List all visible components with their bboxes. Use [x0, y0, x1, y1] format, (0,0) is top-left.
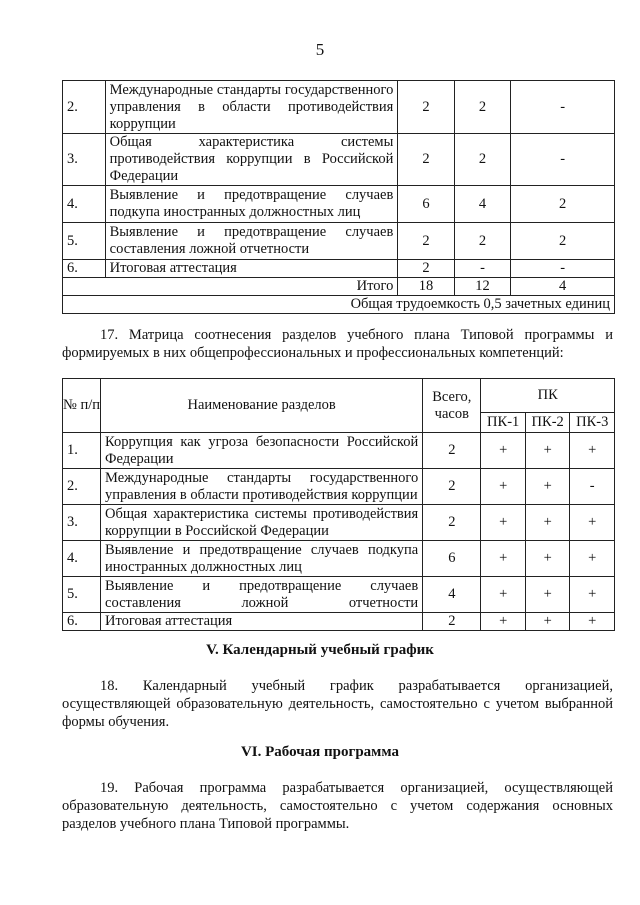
cell-hours-contact: 4 — [454, 186, 510, 223]
section-name: Международные стандарты государственного управления в области противодействия коррупции — [105, 81, 398, 134]
cell-hours-extra: 2 — [511, 223, 615, 260]
cell-hours-total: 2 — [398, 260, 454, 278]
row-number: 2. — [63, 469, 101, 505]
section-name: Выявление и предотвращение случаев составления ложной отчетности — [101, 577, 423, 613]
paragraph-18: 18. Календарный учебный график разрабатывается организацией, осуществляющей образовательную деятельность, самостоятельно с учетом выбранной формы обучения. — [62, 678, 613, 730]
section-6-heading: VI. Рабочая программа — [240, 744, 400, 760]
table-row — [63, 541, 615, 577]
table-row — [63, 433, 615, 469]
table-row — [63, 469, 615, 505]
cell-pk-3: + — [570, 577, 615, 613]
row-number: 3. — [63, 134, 106, 186]
cell-pk-1: + — [481, 613, 526, 631]
table-row — [63, 186, 615, 223]
cell-hours-extra: - — [511, 134, 615, 186]
header-pk-2: ПК-2 — [525, 413, 570, 433]
table-row — [63, 260, 615, 278]
row-number: 4. — [63, 186, 106, 223]
cell-hours-contact: 2 — [454, 134, 510, 186]
cell-hours-contact: - — [454, 260, 510, 278]
section-name: Общая характеристика системы противодействия коррупции в Российской Федерации — [105, 134, 398, 186]
header-row — [63, 379, 615, 413]
header-number: № п/п — [63, 379, 101, 433]
table-row — [63, 81, 615, 134]
cell-hours-extra: 2 — [511, 186, 615, 223]
cell-pk-3: - — [570, 469, 615, 505]
section-name: Выявление и предотвращение случаев подкупа иностранных должностных лиц — [105, 186, 398, 223]
cell-hours-total: 2 — [398, 223, 454, 260]
total-hours-extra: 4 — [511, 278, 615, 296]
header-pk-3: ПК-3 — [570, 413, 615, 433]
cell-pk-1: + — [481, 433, 526, 469]
cell-pk-3: + — [570, 541, 615, 577]
cell-hours-total: 2 — [398, 81, 454, 134]
header-pk-1: ПК-1 — [481, 413, 526, 433]
section-name: Итоговая аттестация — [101, 613, 423, 631]
cell-total-hours: 4 — [423, 577, 481, 613]
table-row — [63, 613, 615, 631]
cell-pk-3: + — [570, 433, 615, 469]
section-name: Международные стандарты государственного управления в области противодействия коррупции — [101, 469, 423, 505]
cell-total-hours: 2 — [423, 469, 481, 505]
total-hours-contact: 12 — [454, 278, 510, 296]
section-name: Итоговая аттестация — [105, 260, 398, 278]
total-row — [63, 278, 615, 296]
section-name: Общая характеристика системы противодействия коррупции в Российской Федерации — [101, 505, 423, 541]
cell-pk-2: + — [525, 577, 570, 613]
page-number: 5 — [315, 40, 325, 59]
paragraph-19: 19. Рабочая программа разрабатывается организацией, осуществляющей образовательную деятельность, самостоятельно с учетом содержания основных разделов учебного плана Типовой программы. — [62, 780, 613, 832]
cell-total-hours: 6 — [423, 541, 481, 577]
total-label: Итого — [63, 278, 398, 296]
cell-hours-total: 2 — [398, 134, 454, 186]
cell-hours-contact: 2 — [454, 223, 510, 260]
paragraph-17: 17. Матрица соотнесения разделов учебного плана Типовой программы и формируемых в них общепрофессиональных и профессиональных компетенций: — [62, 327, 613, 361]
table-competency-matrix — [62, 378, 615, 631]
footer-row — [63, 296, 615, 314]
row-number: 1. — [63, 433, 101, 469]
section-name: Выявление и предотвращение случаев подкупа иностранных должностных лиц — [101, 541, 423, 577]
cell-pk-2: + — [525, 505, 570, 541]
row-number: 5. — [63, 223, 106, 260]
cell-total-hours: 2 — [423, 613, 481, 631]
row-number: 6. — [63, 613, 101, 631]
cell-total-hours: 2 — [423, 505, 481, 541]
cell-pk-2: + — [525, 613, 570, 631]
total-hours-total: 18 — [398, 278, 454, 296]
section-name: Выявление и предотвращение случаев составления ложной отчетности — [105, 223, 398, 260]
cell-total-hours: 2 — [423, 433, 481, 469]
row-number: 3. — [63, 505, 101, 541]
section-5-heading: V. Календарный учебный график — [206, 642, 434, 658]
header-section-name: Наименование разделов — [101, 379, 423, 433]
cell-hours-contact: 2 — [454, 81, 510, 134]
cell-hours-total: 6 — [398, 186, 454, 223]
table-row — [63, 223, 615, 260]
cell-pk-2: + — [525, 469, 570, 505]
cell-pk-2: + — [525, 433, 570, 469]
cell-hours-extra: - — [511, 260, 615, 278]
cell-pk-3: + — [570, 613, 615, 631]
total-workload: Общая трудоемкость 0,5 зачетных единиц — [63, 296, 615, 314]
row-number: 5. — [63, 577, 101, 613]
header-pk: ПК — [481, 379, 615, 413]
cell-pk-2: + — [525, 541, 570, 577]
cell-pk-1: + — [481, 577, 526, 613]
cell-pk-1: + — [481, 469, 526, 505]
cell-hours-extra: - — [511, 81, 615, 134]
cell-pk-1: + — [481, 541, 526, 577]
row-number: 6. — [63, 260, 106, 278]
table-row — [63, 505, 615, 541]
row-number: 4. — [63, 541, 101, 577]
cell-pk-3: + — [570, 505, 615, 541]
section-name: Коррупция как угроза безопасности Российской Федерации — [101, 433, 423, 469]
table-row — [63, 577, 615, 613]
row-number: 2. — [63, 81, 106, 134]
header-total-hours: Всего, часов — [423, 379, 481, 433]
table-row — [63, 134, 615, 186]
table-study-plan-hours — [62, 80, 615, 314]
cell-pk-1: + — [481, 505, 526, 541]
